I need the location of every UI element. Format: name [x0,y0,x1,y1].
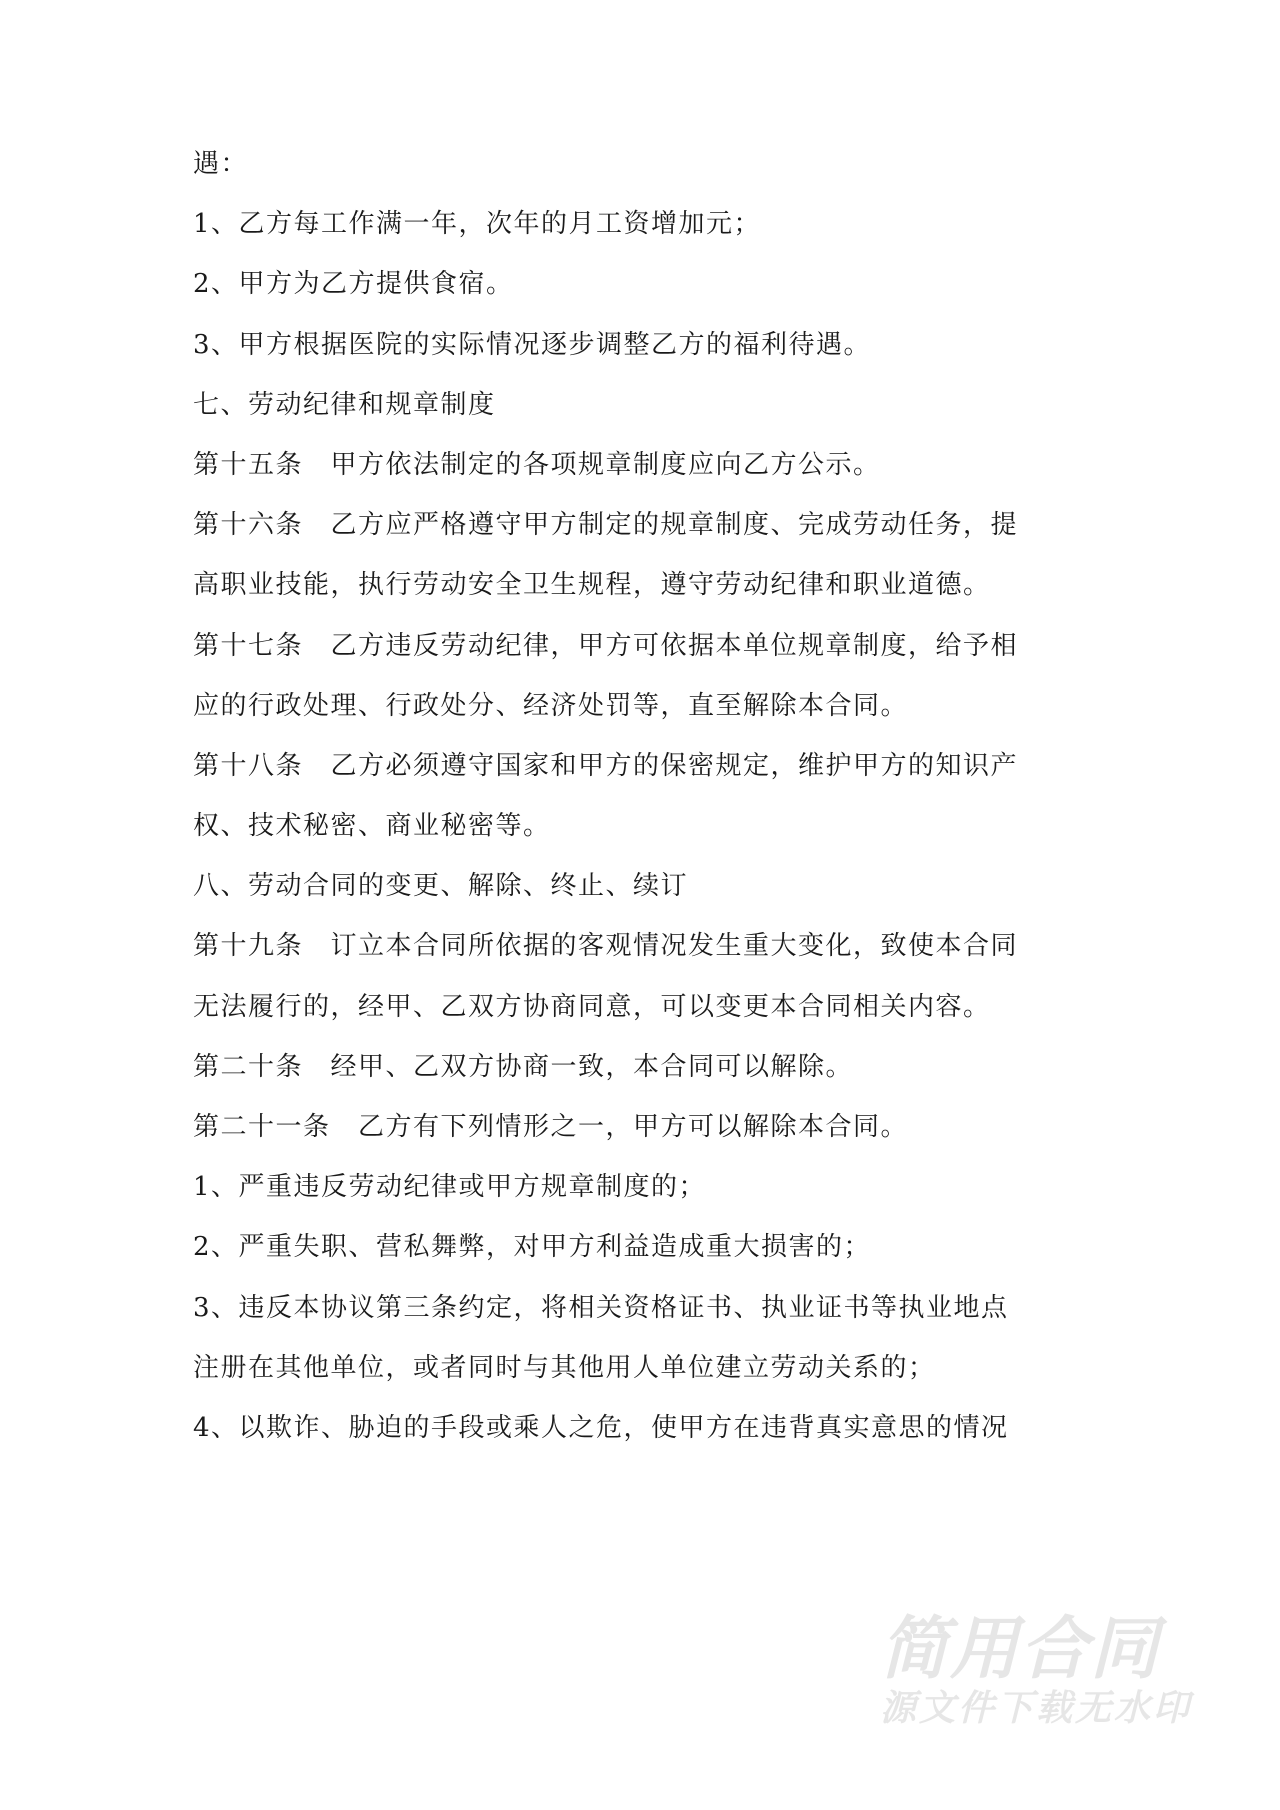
list-item: 1、严重违反劳动纪律或甲方规章制度的； [193,1172,707,1203]
section-heading: 八、劳动合同的变更、解除、终止、续订 [193,871,689,902]
text-line: 无法履行的，经甲、乙双方协商同意，可以变更本合同相关内容。 [193,991,991,1022]
article-18: 第十八条 乙方必须遵守国家和甲方的保密规定，维护甲方的知识产 [193,750,1019,781]
document-body [193,142,1103,1466]
article-15: 第十五条 甲方依法制定的各项规章制度应向乙方公示。 [193,449,881,480]
text-line: 2、甲方为乙方提供食宿。 [193,269,514,300]
list-item: 4、以欺诈、胁迫的手段或乘人之危，使甲方在违背真实意思的情况 [193,1412,1009,1443]
article-19: 第十九条 订立本合同所依据的客观情况发生重大变化，致使本合同 [193,931,1019,962]
watermark-title: 简用合同 [880,1610,1161,1689]
text-line: 权、技术秘密、商业秘密等。 [193,811,551,842]
article-21: 第二十一条 乙方有下列情形之一，甲方可以解除本合同。 [193,1112,909,1142]
list-item: 3、违反本协议第三条约定，将相关资格证书、执业证书等执业地点 [193,1292,1009,1323]
section-heading: 七、劳动纪律和规章制度 [193,389,496,420]
text-line: 3、甲方根据医院的实际情况逐步调整乙方的福利待遇。 [193,329,872,360]
article-20: 第二十条 经甲、乙双方协商一致，本合同可以解除。 [193,1051,854,1082]
text-line: 1、乙方每工作满一年，次年的月工资增加元； [193,209,762,240]
text-line: 高职业技能，执行劳动安全卫生规程，遵守劳动纪律和职业道德。 [193,570,991,601]
text-line: 应的行政处理、行政处分、经济处罚等，直至解除本合同。 [193,690,909,721]
watermark-subtitle: 源文件下载无水印 [880,1688,1193,1729]
text-line: 注册在其他单位，或者同时与其他用人单位建立劳动关系的； [193,1352,936,1383]
article-17: 第十七条 乙方违反劳动纪律，甲方可依据本单位规章制度，给予相 [193,630,1019,661]
list-item: 2、严重失职、营私舞弊，对甲方利益造成重大损害的； [193,1232,872,1263]
text-line: 遇： [193,149,249,179]
article-16: 第十六条 乙方应严格遵守甲方制定的规章制度、完成劳动任务，提 [193,510,1019,541]
